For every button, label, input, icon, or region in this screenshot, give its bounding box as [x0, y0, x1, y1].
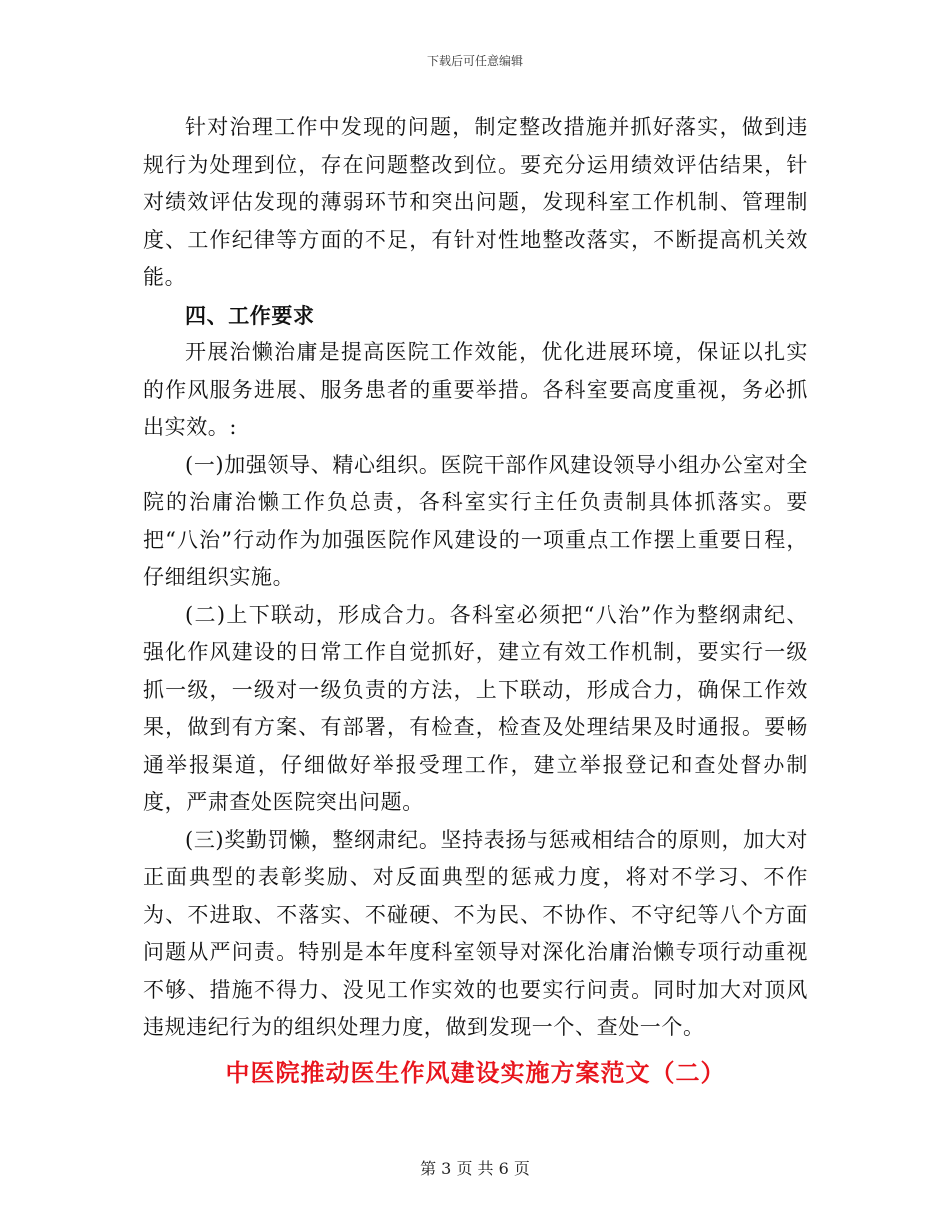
paragraph-rectification: 针对治理工作中发现的问题，制定整改措施并抓好落实，做到违规行为处理到位，存在问题整改到位。要充分运用绩效评估结果，针对绩效评估发现的薄弱环节和突出问题，发现科室工作机制、管理制度、工作纪律等方面的不足，有针对性地整改落实，不断提高机关效能。: [143, 115, 808, 289]
next-document-title: 中医院推动医生作风建设实施方案范文（二）: [225, 1057, 726, 1087]
paragraph-item-2-coordination: (二)上下联动，形成合力。各科室必须把“八治”作为整纲肃纪、强化作风建设的日常工作自觉抓好，建立有效工作机制，要实行一级抓一级，一级对一级负责的方法，上下联动，形成合力，确保工作效果，做到有方案、有部署，有检查，检查及处理结果及时通报。要畅通举报渠道，仔细做好举报受理工作，建立举报登记和查处督办制度，严肃查处医院突出问题。: [143, 602, 808, 814]
paragraph-item-3-rewards-penalties: (三)奖勤罚懒，整纲肃纪。坚持表扬与惩戒相结合的原则，加大对正面典型的表彰奖励、对反面典型的惩戒力度，将对不学习、不作为、不进取、不落实、不碰硬、不为民、不协作、不守纪等八个方面问题从严问责。特别是本年度科室领导对深化治庸治懒专项行动重视不够、措施不得力、没见工作实效的也要实行问责。同时加大对顶风违规违纪行为的组织处理力度，做到发现一个、查处一个。: [143, 827, 808, 1039]
page-header-note: 下载后可任意编辑: [426, 54, 523, 68]
paragraph-item-1-leadership: (一)加强领导、精心组织。医院干部作风建设领导小组办公室对全院的治庸治懒工作负总责，各科室实行主任负责制具体抓落实。要把“八治”行动作为加强医院作风建设的一项重点工作摆上重要日程，仔细组织实施。: [143, 452, 808, 589]
paragraph-requirements-intro: 开展治懒治庸是提高医院工作效能，优化进展环境，保证以扎实的作风服务进展、服务患者的重要举措。各科室要高度重视，务必抓出实效。:: [143, 340, 808, 439]
page-number-footer: 第 3 页 共 6 页: [420, 1159, 530, 1178]
document-body: [143, 109, 808, 1099]
section-heading-work-requirements: 四、工作要求: [185, 302, 315, 328]
